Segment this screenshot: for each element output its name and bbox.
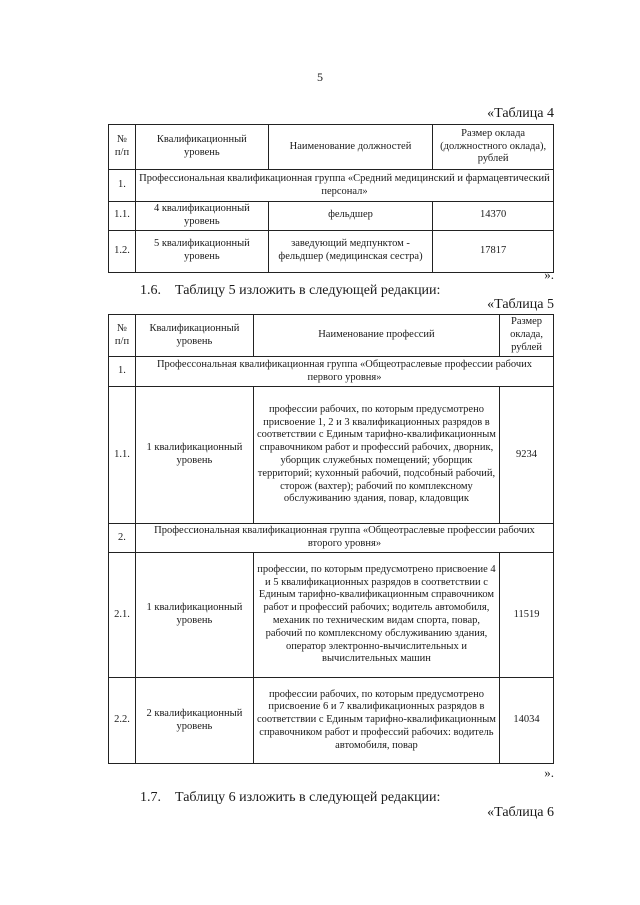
table5-header-level: Квалификационный уровень xyxy=(135,315,253,357)
paragraph-number: 1.6. xyxy=(140,283,161,298)
table4-group-row xyxy=(109,170,554,202)
table-row xyxy=(109,230,554,272)
table5-group-row xyxy=(109,524,554,553)
row-salary: 9234 xyxy=(500,387,554,524)
table5-caption: «Таблица 5 xyxy=(487,297,554,312)
table6-caption: «Таблица 6 xyxy=(487,805,554,820)
paragraph-text: Таблицу 5 изложить в следующей редакции: xyxy=(175,283,441,298)
table4-header-salary: Размер оклада (должностного оклада), рублей xyxy=(433,125,554,170)
row-name: заведующий медпунктом - фельдшер (медицинская сестра) xyxy=(268,230,432,272)
paragraph-text: Таблицу 6 изложить в следующей редакции: xyxy=(175,790,441,805)
table5-header-num: № п/п xyxy=(109,315,136,357)
group-num: 1. xyxy=(109,357,136,387)
row-name: профессии, по которым предусмотрено присвоение 4 и 5 квалификационных разрядов в соответствии с Единым тарифно-квалификационным справочником работ и профессий рабочих; водитель автомобиля, механик по техническим видам спорта, повар, рабочий по комплексному обслуживанию здания, оператор электронно-вычислительных и вычислительных машин xyxy=(253,553,499,678)
table4-header-num: № п/п xyxy=(109,125,136,170)
table4-header-level: Квалификационный уровень xyxy=(135,125,268,170)
table5-group-row xyxy=(109,357,554,387)
paragraph-number: 1.7. xyxy=(140,790,161,805)
table4-header-row xyxy=(109,125,554,170)
row-num: 1.1. xyxy=(109,387,136,524)
table-row xyxy=(109,387,554,524)
paragraph-1-7 xyxy=(140,790,440,806)
row-num: 1.1. xyxy=(109,202,136,231)
table4-closing: ». xyxy=(544,267,554,282)
group-text: Профессиональная квалификационная группа «Общеотраслевые профессии рабочих второго уровня» xyxy=(135,524,553,553)
row-name: профессии рабочих, по которым предусмотрено присвоение 1, 2 и 3 квалификационных разрядов в соответствии с Единым тарифно-квалификационным справочником работ и профессий рабочих, дворник, уборщик служебных помещений; уборщик территорий; кухонный рабочий, подсобный рабочий, сторож (вахтер); рабочий по комплексному обслуживанию здания, повар, кладовщик xyxy=(253,387,499,524)
table-5 xyxy=(108,314,554,764)
table5-header-name: Наименование профессий xyxy=(253,315,499,357)
row-level: 4 квалификационный уровень xyxy=(135,202,268,231)
row-num: 1.2. xyxy=(109,230,136,272)
row-salary: 14370 xyxy=(433,202,554,231)
row-level: 2 квалификационный уровень xyxy=(135,678,253,764)
page-number: 5 xyxy=(317,70,323,84)
row-name: профессии рабочих, по которым предусмотрено присвоение 6 и 7 квалификационных разрядов в соответствии с Единым тарифно-квалификационным справочником работ и профессий рабочих: водитель автомобиля, повар xyxy=(253,678,499,764)
row-salary: 17817 xyxy=(433,230,554,272)
table4-group-num: 1. xyxy=(109,170,136,202)
table-row xyxy=(109,678,554,764)
group-num: 2. xyxy=(109,524,136,553)
row-salary: 11519 xyxy=(500,553,554,678)
table5-header-row xyxy=(109,315,554,357)
row-level: 1 квалификационный уровень xyxy=(135,553,253,678)
row-salary: 14034 xyxy=(500,678,554,764)
paragraph-1-6 xyxy=(140,283,440,299)
row-num: 2.1. xyxy=(109,553,136,678)
table5-header-salary: Размер оклада, рублей xyxy=(500,315,554,357)
table4-header-name: Наименование должностей xyxy=(268,125,432,170)
group-text: Профессональная квалификационная группа «Общеотраслевые профессии рабочих первого уровня» xyxy=(135,357,553,387)
row-level: 1 квалификационный уровень xyxy=(135,387,253,524)
row-num: 2.2. xyxy=(109,678,136,764)
table4-caption: «Таблица 4 xyxy=(487,106,554,121)
table4-group-text: Профессиональная квалификационная группа «Средний медицинский и фармацевтический персонал» xyxy=(135,170,553,202)
row-name: фельдшер xyxy=(268,202,432,231)
table-row xyxy=(109,202,554,231)
table-4 xyxy=(108,124,554,273)
table-row xyxy=(109,553,554,678)
row-level: 5 квалификационный уровень xyxy=(135,230,268,272)
table5-closing: ». xyxy=(544,765,554,780)
